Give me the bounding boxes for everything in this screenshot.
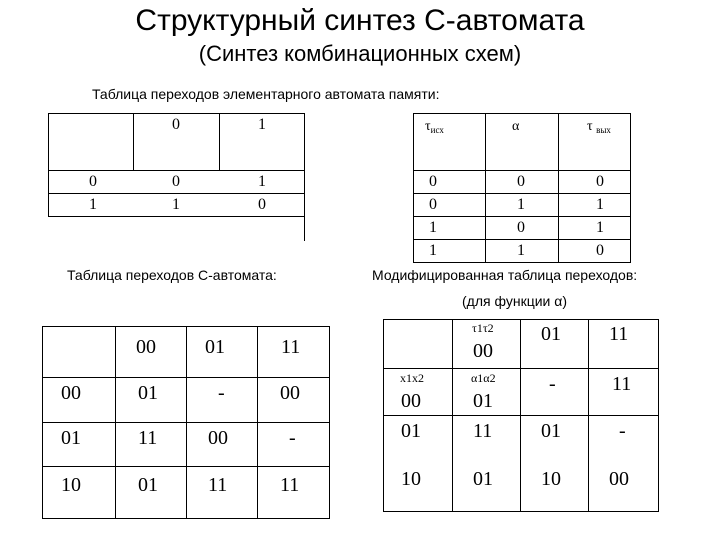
caption-modified-subtitle: (для функции α) (462, 293, 567, 309)
table-border (485, 113, 486, 263)
slide-subtitle: (Синтез комбинационных схем) (198, 41, 522, 66)
table-cell: 1 (258, 173, 266, 190)
table-cell: 1 (89, 196, 97, 213)
table-cell: 0 (258, 196, 266, 213)
table-border (413, 113, 631, 114)
table-cell: 01 (138, 382, 158, 404)
tau-in-subscript: исх (430, 125, 444, 135)
table-border (48, 113, 49, 217)
table-cell: 0 (596, 173, 604, 190)
table-cell: 11 (280, 474, 300, 496)
slide-title: Структурный синтез С-автомата (135, 4, 585, 37)
tau-out-subscript: вых (596, 125, 611, 135)
table-border (413, 193, 631, 194)
table-header-cell: 0 (172, 116, 180, 133)
tau-symbol: τ (587, 119, 593, 134)
table-border (413, 113, 414, 263)
table-header-cell: 01 (205, 336, 225, 358)
table-cell: - (549, 373, 556, 395)
table-header-cell: 11 (609, 323, 629, 345)
table-cell: 01 (473, 468, 493, 490)
table-border (48, 170, 305, 171)
table-cell: - (289, 427, 296, 449)
table-cell: 0 (517, 219, 525, 236)
tau-symbol: τ (425, 119, 431, 134)
table-border (452, 319, 453, 512)
table-border (42, 326, 43, 519)
table-cell: 1 (172, 196, 180, 213)
table-cell: 0 (89, 173, 97, 190)
table-cell: 00 (401, 390, 421, 412)
caption-memory-table: Таблица переходов элементарного автомата памяти: (92, 86, 440, 102)
table-border (630, 113, 631, 263)
table-border (588, 319, 589, 512)
table-border (558, 113, 559, 263)
table-cell: 01 (473, 390, 493, 412)
table-cell: 00 (208, 427, 228, 449)
tau-out-header (587, 119, 611, 135)
table-border (413, 262, 631, 263)
table-cell: 01 (541, 420, 561, 442)
table-border (413, 170, 631, 171)
table-cell: - (619, 420, 626, 442)
table-border (115, 326, 116, 519)
table-header-cell: 1 (258, 116, 266, 133)
table-border (520, 319, 521, 512)
table-border (48, 193, 305, 194)
table-cell: 0 (596, 242, 604, 259)
table-border (383, 319, 659, 320)
table-cell: 1 (596, 196, 604, 213)
table-cell: - (218, 382, 225, 404)
table-cell: 0 (172, 173, 180, 190)
table-cell: 00 (61, 382, 81, 404)
table-border (48, 216, 305, 217)
table-cell: 1 (429, 219, 437, 236)
x1x2-label: x1x2 (400, 371, 424, 385)
table-cell: 1 (429, 242, 437, 259)
table-border (304, 113, 305, 241)
table-cell: 1 (517, 196, 525, 213)
table-border (383, 415, 659, 416)
table-cell: 10 (401, 468, 421, 490)
table-cell: 11 (208, 474, 228, 496)
table-header-cell: 00 (136, 336, 156, 358)
table-cell: 1 (517, 242, 525, 259)
table-cell: 0 (517, 173, 525, 190)
table-cell: 11 (138, 427, 158, 449)
table-cell: 01 (61, 427, 81, 449)
tau-in-header (425, 119, 444, 135)
table-header-cell: 01 (541, 323, 561, 345)
table-cell: 01 (401, 420, 421, 442)
table-cell: 10 (541, 468, 561, 490)
table-border (257, 326, 258, 519)
table-border (186, 326, 187, 519)
table-header-cell: 00 (473, 340, 493, 362)
caption-modified-table: Модифицированная таблица переходов: (372, 267, 638, 283)
alpha-label: α1α2 (471, 371, 496, 385)
table-cell: 00 (609, 468, 629, 490)
table-cell: 11 (612, 373, 632, 395)
table-border (133, 113, 134, 171)
table-border (383, 319, 384, 512)
table-border (658, 319, 659, 512)
table-header-cell: 11 (281, 336, 301, 358)
table-border (219, 113, 220, 171)
table-border (383, 368, 659, 369)
table-border (413, 216, 631, 217)
caption-c-automaton-table: Таблица переходов С-автомата: (67, 267, 277, 283)
table-cell: 0 (429, 196, 437, 213)
table-cell: 1 (596, 219, 604, 236)
table-border (48, 113, 305, 114)
table-border (329, 326, 330, 519)
table-border (383, 511, 659, 512)
table-border (413, 239, 631, 240)
table-cell: 10 (61, 474, 81, 496)
table-cell: 00 (280, 382, 300, 404)
table-cell: 11 (473, 420, 493, 442)
table-cell: 01 (138, 474, 158, 496)
tau-label: τ1τ2 (472, 321, 494, 335)
table-cell: 0 (429, 173, 437, 190)
alpha-header: α (512, 119, 520, 134)
